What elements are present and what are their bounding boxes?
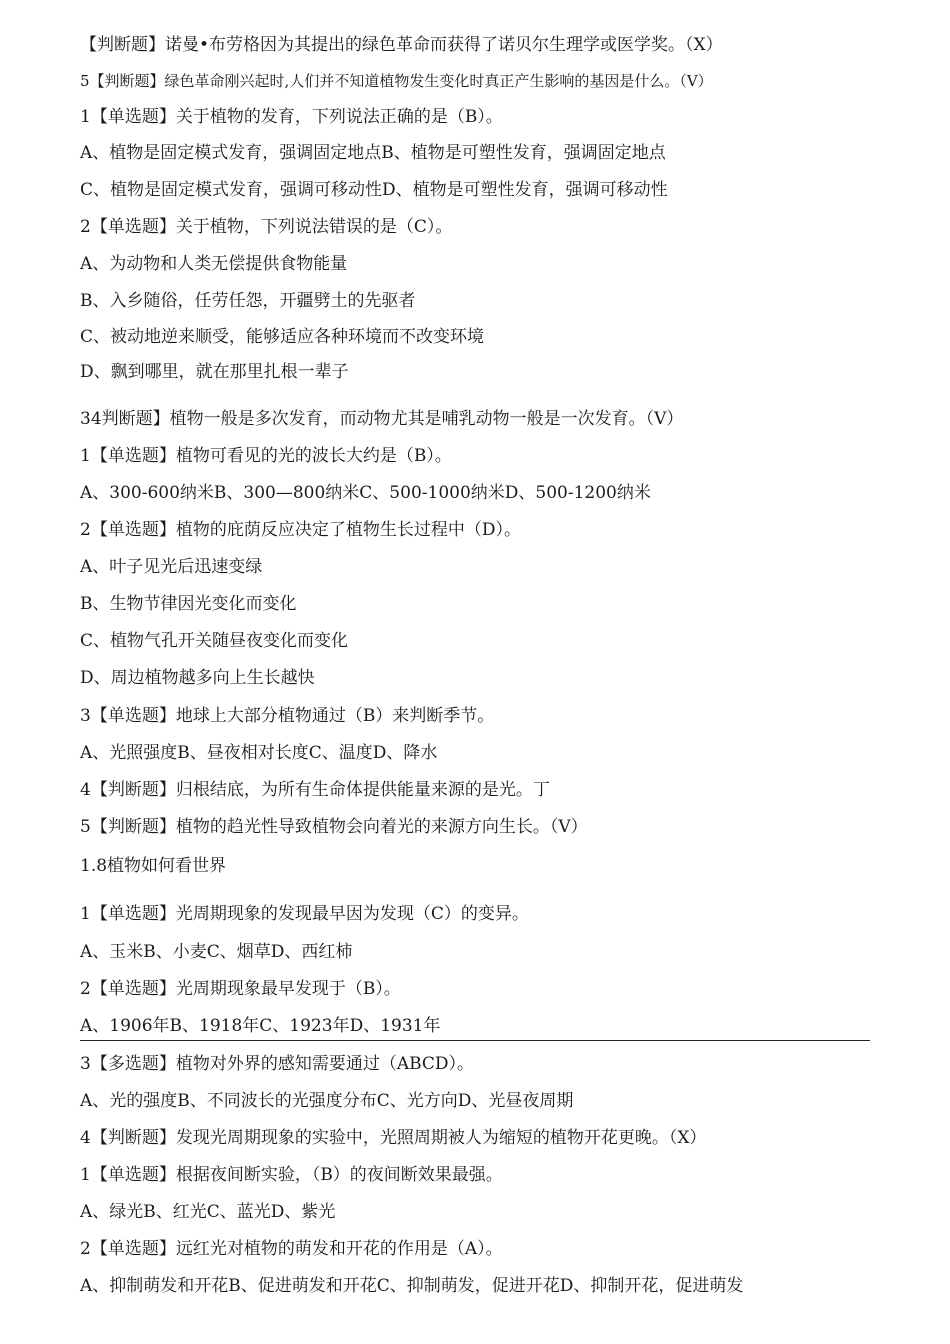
text-line: A、1906年B、1918年C、1923年D、1931年 (80, 1016, 441, 1036)
text-line: 4【判断题】发现光周期现象的实验中，光照周期被人为缩短的植物开花更晚。（X） (80, 1128, 707, 1148)
text-line: 2【单选题】光周期现象最早发现于（B）。 (80, 979, 401, 999)
text-line: A、光的强度B、不同波长的光强度分布C、光方向D、光昼夜周期 (80, 1091, 574, 1111)
text-line: C、植物是固定模式发育，强调可移动性D、植物是可塑性发育，强调可移动性 (80, 180, 668, 200)
text-line: A、绿光B、红光C、蓝光D、紫光 (80, 1202, 336, 1222)
text-line: 5【判断题】绿色革命刚兴起时,人们并不知道植物发生变化时真正产生影响的基因是什么。（V） (80, 72, 713, 90)
text-line: 2【单选题】远红光对植物的萌发和开花的作用是（A）。 (80, 1239, 503, 1259)
text-line: A、抑制萌发和开花B、促进萌发和开花C、抑制萌发，促进开花D、抑制开花，促进萌发 (80, 1276, 744, 1296)
text-line: 34判断题】植物一般是多次发育，而动物尤其是哺乳动物一般是一次发育。（V） (80, 409, 684, 429)
text-line: A、玉米B、小麦C、烟草D、西红柿 (80, 942, 353, 962)
text-line: B、生物节律因光变化而变化 (80, 594, 297, 614)
text-line: B、入乡随俗，任劳任怨，开疆劈土的先驱者 (80, 291, 416, 311)
text-line: 2【单选题】植物的庇荫反应决定了植物生长过程中（D）。 (80, 520, 521, 540)
horizontal-rule (80, 1040, 870, 1041)
text-line: A、植物是固定模式发育，强调固定地点B、植物是可塑性发育，强调固定地点 (80, 143, 666, 163)
text-line: 3【多选题】植物对外界的感知需要通过（ABCD）。 (80, 1054, 475, 1074)
section-heading: 1.8植物如何看世界 (80, 856, 227, 876)
text-line: A、叶子见光后迅速变绿 (80, 557, 263, 577)
text-line: 5【判断题】植物的趋光性导致植物会向着光的来源方向生长。（V） (80, 817, 588, 837)
text-line: A、300-600纳米B、300—800纳米C、500-1000纳米D、500-1200纳米 (80, 483, 651, 503)
text-line: 1【单选题】植物可看见的光的波长大约是（B）。 (80, 446, 452, 466)
text-line: 1【单选题】关于植物的发育，下列说法正确的是（B）。 (80, 107, 503, 127)
text-line: D、周边植物越多向上生长越快 (80, 668, 315, 688)
text-line: 1【单选题】根据夜间断实验，（B）的夜间断效果最强。 (80, 1165, 503, 1185)
text-line: 【判断题】诺曼•布劳格因为其提出的绿色革命而获得了诺贝尔生理学或医学奖。（X） (80, 35, 723, 55)
text-line: 2【单选题】关于植物，下列说法错误的是（C）。 (80, 217, 453, 237)
text-line: A、光照强度B、昼夜相对长度C、温度D、降水 (80, 743, 438, 763)
text-line: C、植物气孔开关随昼夜变化而变化 (80, 631, 349, 651)
text-line: 4【判断题】归根结底，为所有生命体提供能量来源的是光。丁 (80, 780, 550, 800)
text-line: D、飘到哪里，就在那里扎根一辈子 (80, 362, 349, 382)
text-line: 1【单选题】光周期现象的发现最早因为发现（C）的变异。 (80, 904, 529, 924)
text-line: C、被动地逆来顺受，能够适应各种环境而不改变环境 (80, 327, 485, 347)
text-line: A、为动物和人类无偿提供食物能量 (80, 254, 348, 274)
text-line: 3【单选题】地球上大部分植物通过（B）来判断季节。 (80, 706, 495, 726)
